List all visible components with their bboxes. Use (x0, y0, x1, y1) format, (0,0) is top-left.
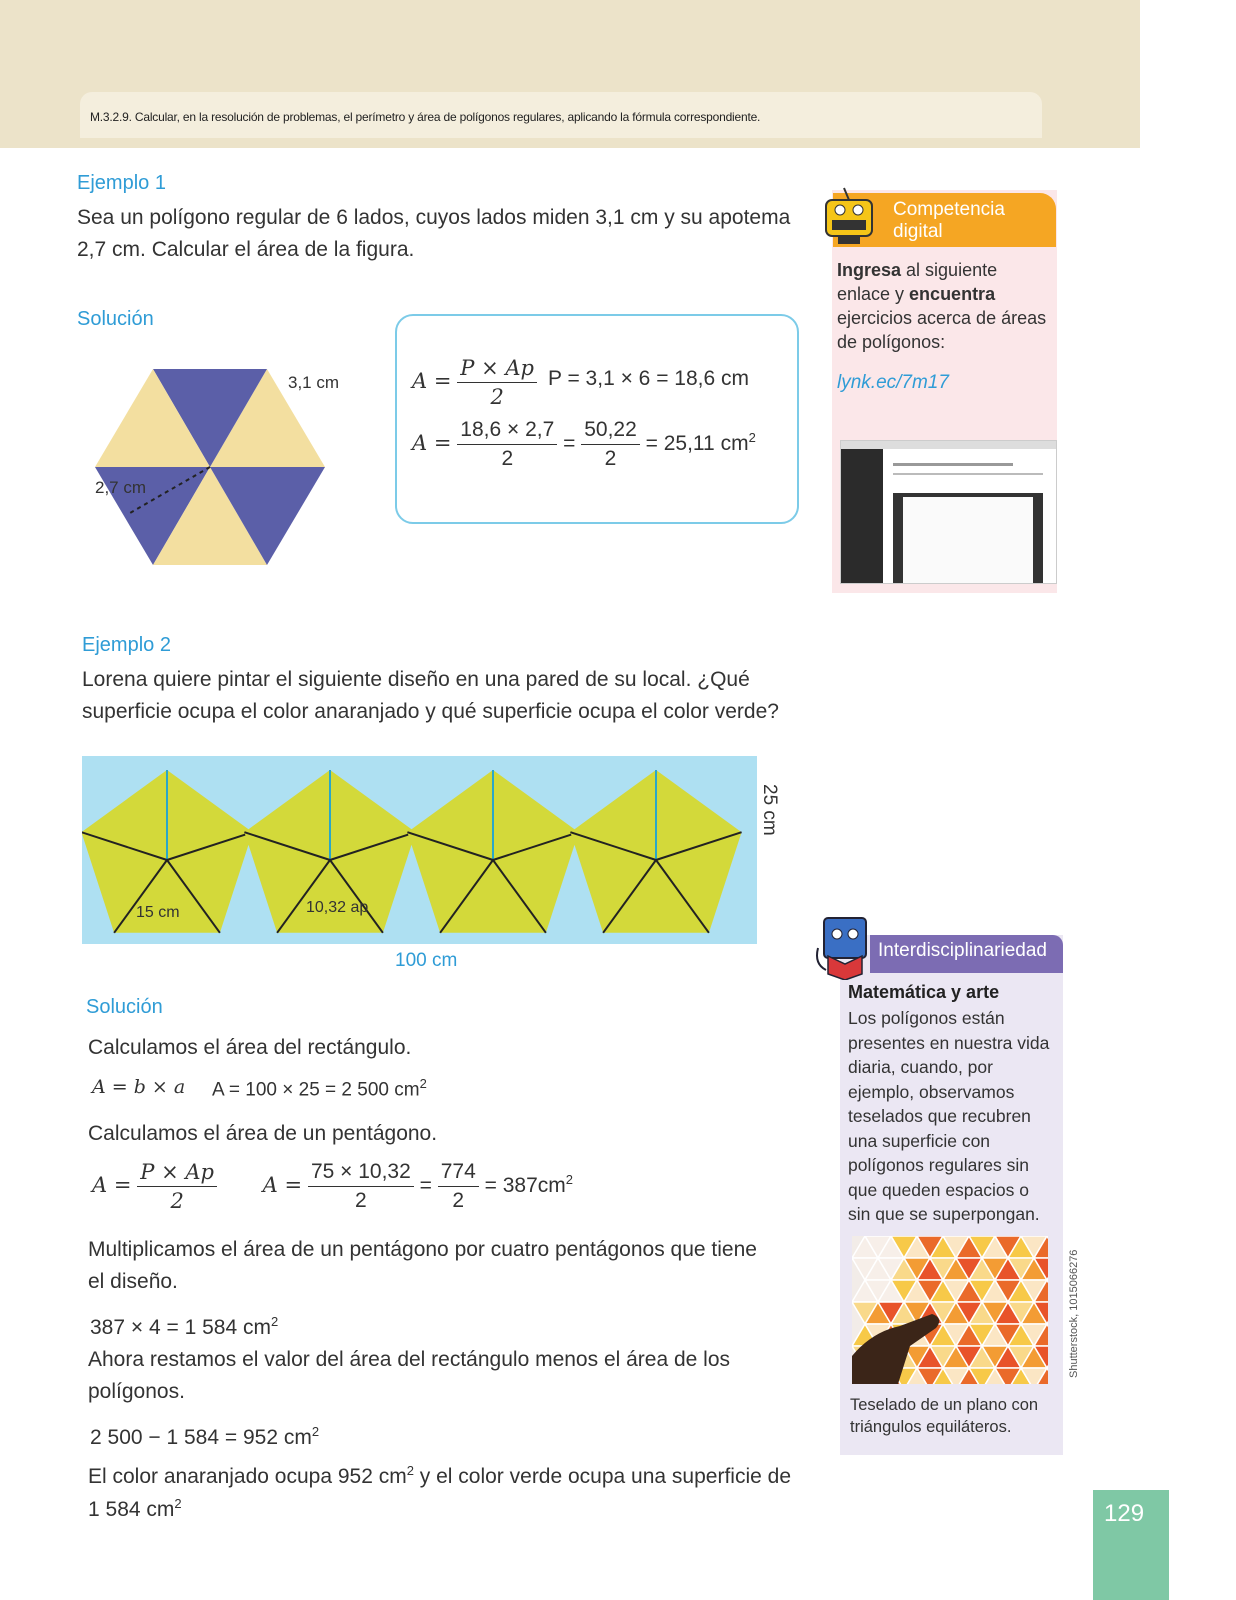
book-reader-icon (812, 908, 882, 980)
calc4 (90, 1416, 319, 1454)
step4-line2: polígonos. (88, 1380, 185, 1403)
area-denominator-1: 2 (501, 447, 514, 470)
tessellation-photo (852, 1236, 1048, 1384)
competencia-text (837, 258, 1047, 354)
conclusion-part-a: El color anaranjado ocupa 952 cm (88, 1465, 407, 1488)
example2-statement-line1: Lorena quiere pintar el siguiente diseño en una pared de su local. ¿Qué (82, 668, 750, 691)
pent-denominator-3: 2 (452, 1189, 465, 1212)
rect-calc-exponent: 2 (419, 1076, 427, 1091)
photo-caption: Teselado de un plano con triángulos equiláteros. (850, 1396, 1039, 1436)
example1-statement-line1: Sea un polígono regular de 6 lados, cuyos lados miden 3,1 cm y su apotema (77, 206, 791, 229)
area-denominator-2: 2 (604, 447, 617, 470)
hexagon-figure (95, 365, 355, 570)
formula-lhs: A = (412, 369, 452, 394)
pent-fraction-3 (438, 1160, 479, 1213)
pent-result: = 387cm (484, 1174, 566, 1198)
rect-calc (212, 1076, 427, 1101)
formula-fraction (457, 356, 537, 409)
area-result: = 25,11 cm (645, 432, 749, 456)
conclusion-line1 (88, 1455, 791, 1493)
competencia-bold-ingresa: Ingresa (837, 260, 902, 280)
competencia-link[interactable]: lynk.ec/7m17 (837, 372, 949, 393)
step1-text: Calculamos el área del rectángulo. (88, 1036, 412, 1059)
pent-fraction (137, 1160, 217, 1213)
pent-numerator-3: 774 (438, 1160, 479, 1187)
conclusion-exponent-2: 2 (174, 1496, 182, 1511)
pent-numerator: P × Ap (137, 1160, 217, 1187)
rect-calc-text: A = 100 × 25 = 2 500 cm (212, 1079, 420, 1101)
conclusion-exponent-1: 2 (406, 1463, 414, 1478)
example2-solution-label: Solución (86, 996, 163, 1018)
formula-numerator: P × Ap (457, 356, 537, 383)
example1-solution-label: Solución (77, 308, 154, 330)
conclusion-part-b: y el color verde ocupa una superficie de (413, 1465, 791, 1488)
website-thumbnail (840, 440, 1057, 584)
calc4-exponent: 2 (311, 1424, 320, 1439)
pent-numerator-2: 75 × 10,32 (308, 1160, 414, 1187)
pent-fraction-2 (308, 1160, 414, 1213)
pentagon-side-label: 15 cm (136, 904, 180, 921)
competencia-title-line2: digital (893, 221, 943, 242)
competencia-title-line1: Competencia (893, 199, 1005, 220)
step3-line1: Multiplicamos el área de un pentágono por cuatro pentágonos que tiene (88, 1238, 757, 1261)
pent-denominator-2: 2 (355, 1189, 367, 1212)
hexagon-side-label: 3,1 cm (288, 373, 340, 392)
formula-area-line (412, 356, 537, 409)
rect-formula: A = b × a (92, 1076, 186, 1098)
conclusion-line2 (88, 1488, 182, 1526)
calc3-text: 387 × 4 = 1 584 cm (90, 1316, 271, 1339)
pent-denominator: 2 (170, 1189, 184, 1213)
example2-title: Ejemplo 2 (82, 634, 171, 656)
calc3 (90, 1306, 278, 1344)
step2-text: Calculamos el área de un pentágono. (88, 1122, 438, 1145)
example1-statement-line2: 2,7 cm. Calcular el área de la figura. (77, 238, 415, 261)
competencia-text-1: al siguiente enlace y (837, 260, 998, 304)
pent-equals: = (419, 1174, 432, 1198)
area-equals: = (563, 432, 576, 456)
pent-lhs: A = (92, 1173, 132, 1198)
area-fraction-1 (457, 418, 557, 471)
area-numerator-1: 18,6 × 2,7 (457, 418, 557, 445)
objective-text: M.3.2.9. Calcular, en la resolución de problemas, el perímetro y área de polígonos regulares, aplicando la fórmula correspondiente. (90, 110, 761, 124)
competencia-text-2: ejercicios acerca de áreas de polígonos: (837, 308, 1047, 352)
design-width-label: 100 cm (395, 950, 458, 971)
interdisciplinariedad-text: Los polígonos están presentes en nuestra vida diaria, cuando, por ejemplo, observamos teselados que recubren una superficie con polígonos regulares sin que queden espacios o sin que se superpongan. (848, 1008, 1050, 1224)
pentagon-area-line (92, 1160, 573, 1213)
interdisciplinariedad-title: Interdisciplinariedad (878, 940, 1047, 961)
area-calc-line (412, 418, 756, 471)
area-lhs: A = (412, 431, 452, 456)
example1-title: Ejemplo 1 (77, 172, 166, 194)
step4-line1: Ahora restamos el valor del área del rectángulo menos el área de los (88, 1348, 731, 1371)
design-height-label: 25 cm (759, 784, 780, 836)
photo-credit: Shutterstock, 1015066276 (1068, 1249, 1080, 1378)
area-numerator-2: 50,22 (581, 418, 640, 445)
calc3-exponent: 2 (270, 1314, 279, 1329)
perimeter-calc: P = 3,1 × 6 = 18,6 cm (548, 367, 749, 390)
area-fraction-2 (581, 418, 640, 471)
hexagon-apothem-label: 2,7 cm (95, 478, 147, 497)
calc4-text: 2 500 − 1 584 = 952 cm (90, 1426, 312, 1449)
page-number: 129 (1104, 1500, 1145, 1527)
step3-line2: el diseño. (88, 1270, 178, 1293)
robot-icon (818, 186, 880, 248)
pentagon-design (82, 756, 757, 944)
area-result-exponent: 2 (748, 430, 756, 446)
pent-lhs-2: A = (262, 1173, 303, 1198)
conclusion-line2-text: 1 584 cm (88, 1498, 175, 1521)
interdisciplinariedad-subtitle: Matemática y arte (848, 982, 1000, 1002)
pentagon-apothem-label: 10,32 ap (306, 899, 369, 916)
competencia-bold-encuentra: encuentra (909, 284, 996, 304)
pent-result-exponent: 2 (565, 1172, 573, 1188)
formula-denominator: 2 (490, 385, 504, 409)
example2-statement-line2: superficie ocupa el color anaranjado y qué superficie ocupa el color verde? (82, 700, 779, 723)
